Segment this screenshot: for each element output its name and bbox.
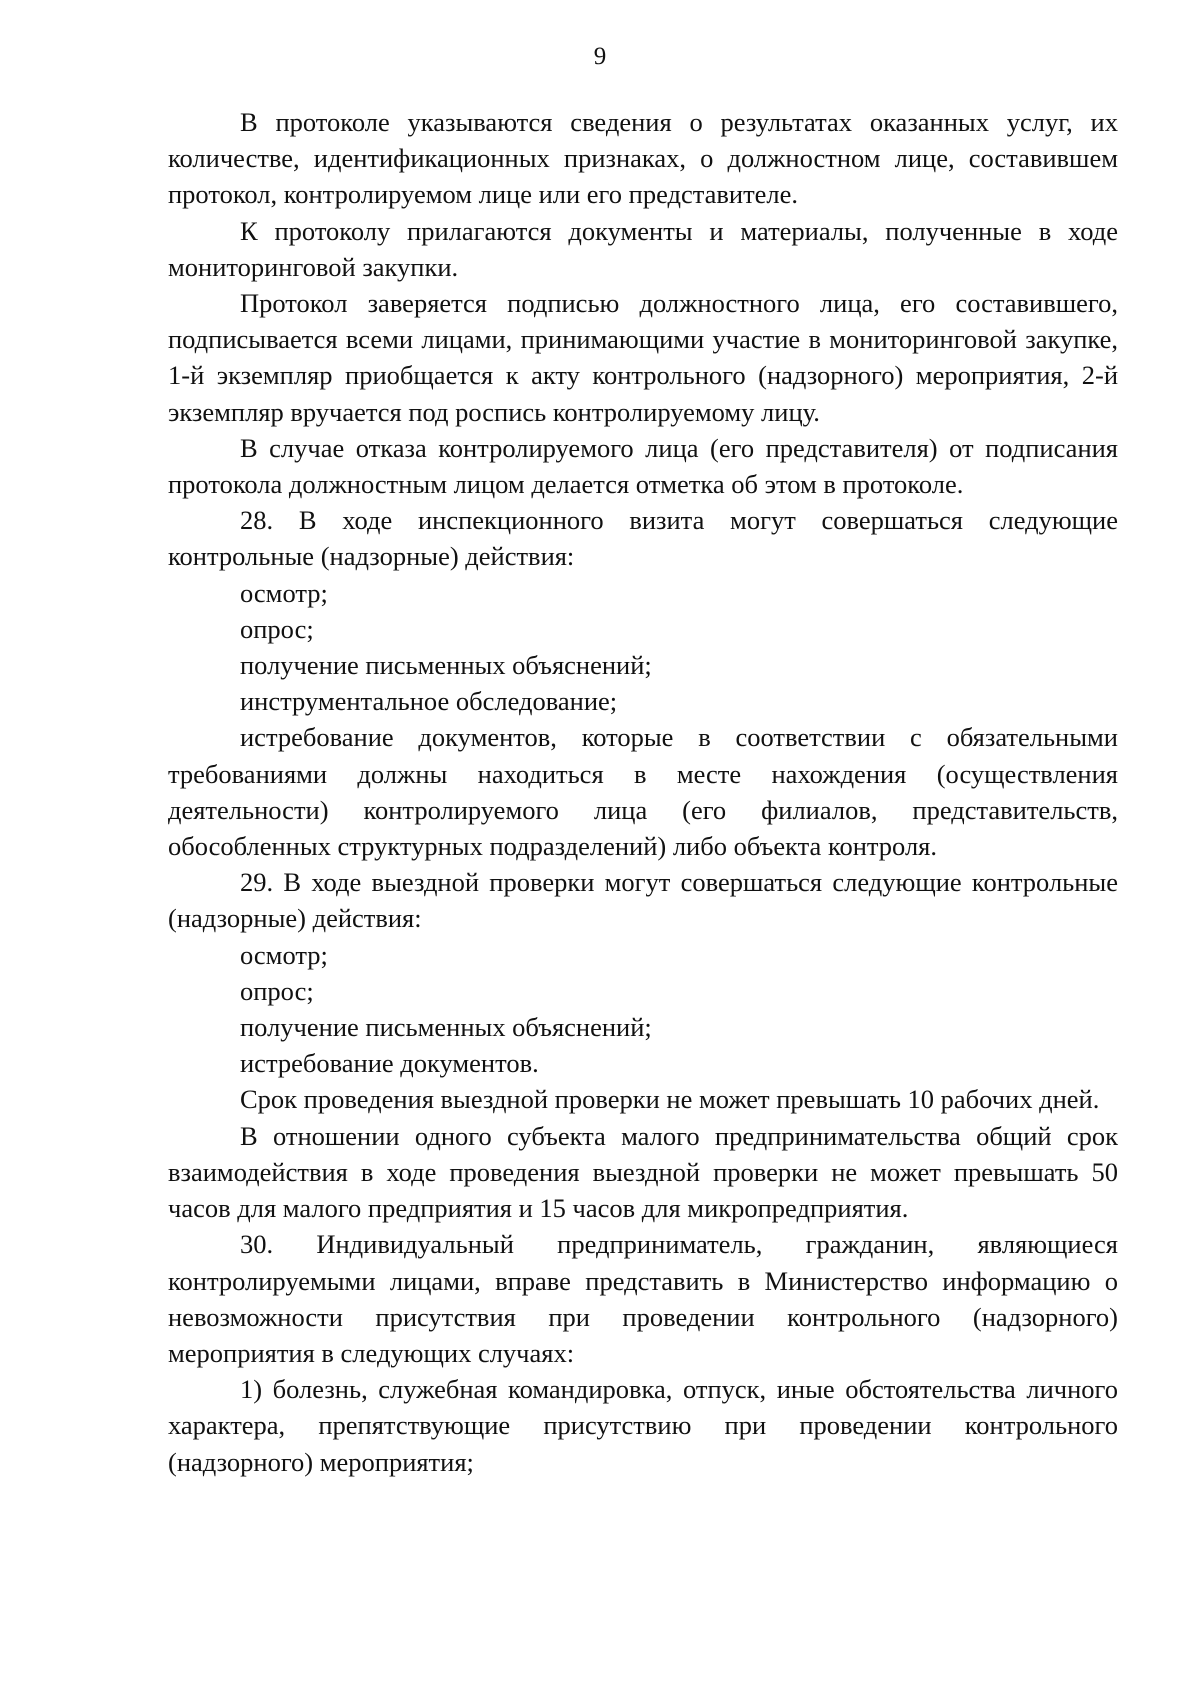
document-body (168, 104, 1118, 1480)
paragraph: Срок проведения выездной проверки не может превышать 10 рабочих дней. (240, 1084, 1100, 1115)
list-item: истребование документов. (240, 1048, 539, 1079)
paragraph: В случае отказа контролируемого лица (его представителя) от подписания протокола должностным лицом делается отметка об этом в протоколе. (168, 432, 1118, 500)
paragraph: Протокол заверяется подписью должностного лица, его составившего, подписывается всеми лицами, принимающими участие в мониторинговой закупке, 1-й экземпляр приобщается к акту контрольного (надзорного) мероприятия, 2-й экземпляр вручается под роспись контролируемому лицу. (168, 288, 1118, 427)
paragraph: В протоколе указываются сведения о результатах оказанных услуг, их количестве, идентификационных признаках, о должностном лице, составившем протокол, контролируемом лице или его представителе. (168, 107, 1118, 210)
list-item: осмотр; (240, 939, 328, 970)
paragraph: 1) болезнь, служебная командировка, отпуск, иные обстоятельства личного характера, препятствующие присутствию при проведении контрольного (надзорного) мероприятия; (168, 1374, 1118, 1477)
paragraph: 29. В ходе выездной проверки могут совершаться следующие контрольные (надзорные) действия: (168, 867, 1118, 934)
list-item: инструментальное обследование; (240, 686, 618, 717)
paragraph: 30. Индивидуальный предприниматель, гражданин, являющиеся контролируемыми лицами, вправе представить в Министерство информацию о невозможности присутствия при проведении контрольного (надзорного) мероприятия в следующих случаях: (168, 1229, 1118, 1368)
list-item: получение письменных объяснений; (240, 1012, 652, 1043)
paragraph: В отношении одного субъекта малого предпринимательства общий срок взаимодействия в ходе проведения выездной проверки не может превышать 50 часов для малого предприятия и 15 часов для микропредприятия. (168, 1120, 1118, 1224)
page-number: 9 (593, 43, 607, 70)
paragraph: К протоколу прилагаются документы и материалы, полученные в ходе мониторинговой закупки. (168, 215, 1118, 282)
list-item: получение письменных объяснений; (240, 650, 652, 681)
list-item: осмотр; (240, 577, 328, 608)
list-item: опрос; (240, 975, 314, 1006)
list-item: опрос; (240, 613, 314, 644)
paragraph: 28. В ходе инспекционного визита могут совершаться следующие контрольные (надзорные) действия: (168, 505, 1118, 572)
paragraph: истребование документов, которые в соответствии с обязательными требованиями должны находиться в месте нахождения (осуществления деятельности) контролируемого лица (его филиалов, представительств, обособленных структурных подразделений) либо объекта контроля. (168, 722, 1118, 862)
